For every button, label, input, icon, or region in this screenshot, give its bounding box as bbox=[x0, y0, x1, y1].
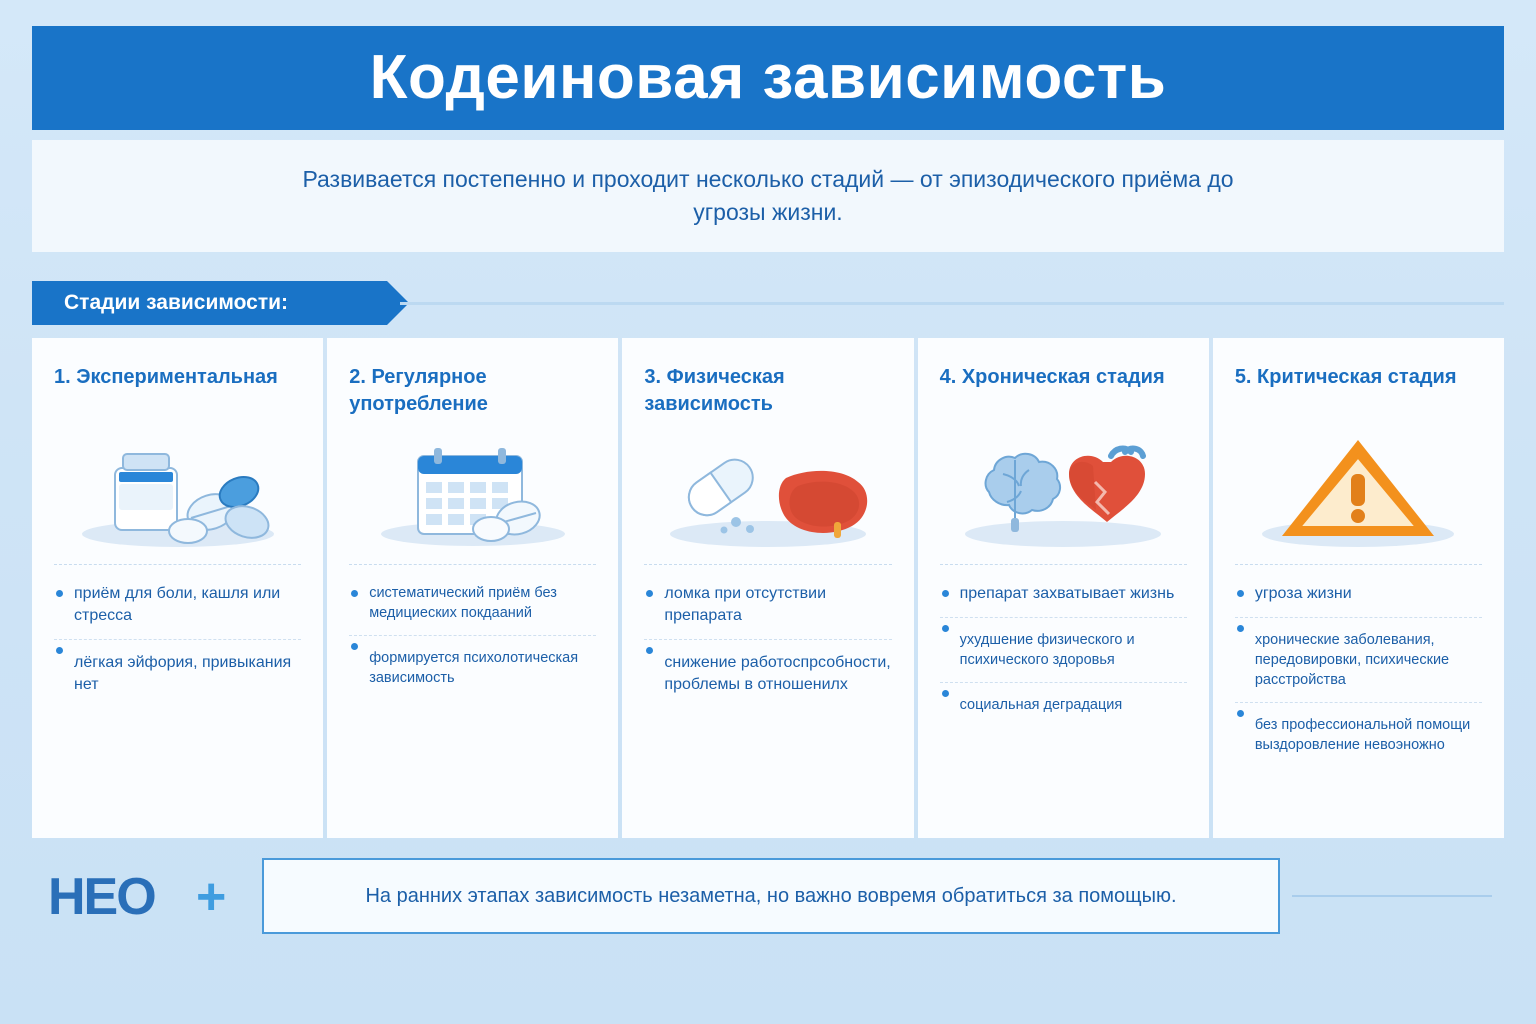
list-item: систематический приём без медициеских покдааний bbox=[349, 583, 596, 623]
warning-triangle-icon bbox=[1235, 424, 1482, 556]
logo bbox=[48, 868, 248, 928]
card-3-divider bbox=[644, 564, 891, 565]
card-5-divider bbox=[1235, 564, 1482, 565]
list-item: формируется психолотическая зависимость bbox=[349, 635, 596, 688]
stage-card-4 bbox=[918, 338, 1209, 838]
header-band bbox=[32, 26, 1504, 130]
list-item: снижение работоспрсобности, проблемы в отношенилх bbox=[644, 639, 891, 696]
list-item: угроза жизни bbox=[1235, 583, 1482, 605]
subtitle-text: Развивается постепенно и проходит несколько стадий — от эпизодического приёма до угрозы жизни. bbox=[302, 165, 1234, 225]
stage-card-2-title: 2. Регулярное употребление bbox=[349, 366, 488, 415]
capsule-liver-icon bbox=[644, 424, 891, 556]
list-item: ломка при отсутствии препарата bbox=[644, 583, 891, 627]
list-item: приём для боли, кашля или стресса bbox=[54, 583, 301, 627]
list-item: ухудшение физического и психического здоровья bbox=[940, 617, 1187, 670]
pill-bottle-icon bbox=[54, 424, 301, 556]
stage-card-1-bullets bbox=[54, 571, 301, 708]
card-2-divider bbox=[349, 564, 596, 565]
stage-card-5-title: 5. Критическая стадия bbox=[1234, 366, 1457, 388]
list-item: лёгкая эйфория, привыкания нет bbox=[54, 639, 301, 696]
stage-card-4-title: 4. Хроническая стадия bbox=[939, 366, 1165, 388]
list-item: без профессиональной помощи выздоровление невоэножно bbox=[1235, 702, 1482, 755]
page-title: Кодеиновая зависимость bbox=[369, 43, 1167, 112]
stage-card-2-bullets bbox=[349, 571, 596, 700]
stage-card-5-bullets bbox=[1235, 571, 1482, 767]
stage-card-5 bbox=[1213, 338, 1504, 838]
section-ribbon-label: Стадии зависимости: bbox=[64, 291, 289, 314]
stage-card-1 bbox=[32, 338, 323, 838]
list-item: социальная деградация bbox=[940, 682, 1187, 715]
list-item: хронические заболевания, передовировки, психические расстройства bbox=[1235, 617, 1482, 690]
svg-text:+: + bbox=[196, 868, 227, 926]
stage-card-3-title: 3. Физическая зависимость bbox=[644, 366, 785, 415]
card-4-divider bbox=[940, 564, 1187, 565]
stage-card-3-bullets bbox=[644, 571, 891, 708]
footer-divider bbox=[1292, 895, 1492, 897]
card-1-divider bbox=[54, 564, 301, 565]
stage-card-1-title: 1. Экспериментальная bbox=[54, 366, 278, 388]
stage-card-3 bbox=[622, 338, 913, 838]
subtitle-band bbox=[32, 140, 1504, 252]
calendar-pills-icon bbox=[349, 424, 596, 556]
ribbon-divider bbox=[400, 302, 1504, 305]
stage-card-2 bbox=[327, 338, 618, 838]
svg-text:НЕО: НЕО bbox=[48, 868, 155, 926]
stage-card-4-bullets bbox=[940, 571, 1187, 727]
brain-heart-icon bbox=[940, 424, 1187, 556]
stages-card-row bbox=[32, 338, 1504, 838]
footer-note-box bbox=[262, 858, 1280, 934]
section-ribbon bbox=[32, 281, 387, 325]
footer-note-text: На ранних этапах зависимость незаметна, но важно вовремя обратиться за помощыю. bbox=[365, 884, 1177, 907]
list-item: препарат захватывает жизнь bbox=[940, 583, 1187, 605]
